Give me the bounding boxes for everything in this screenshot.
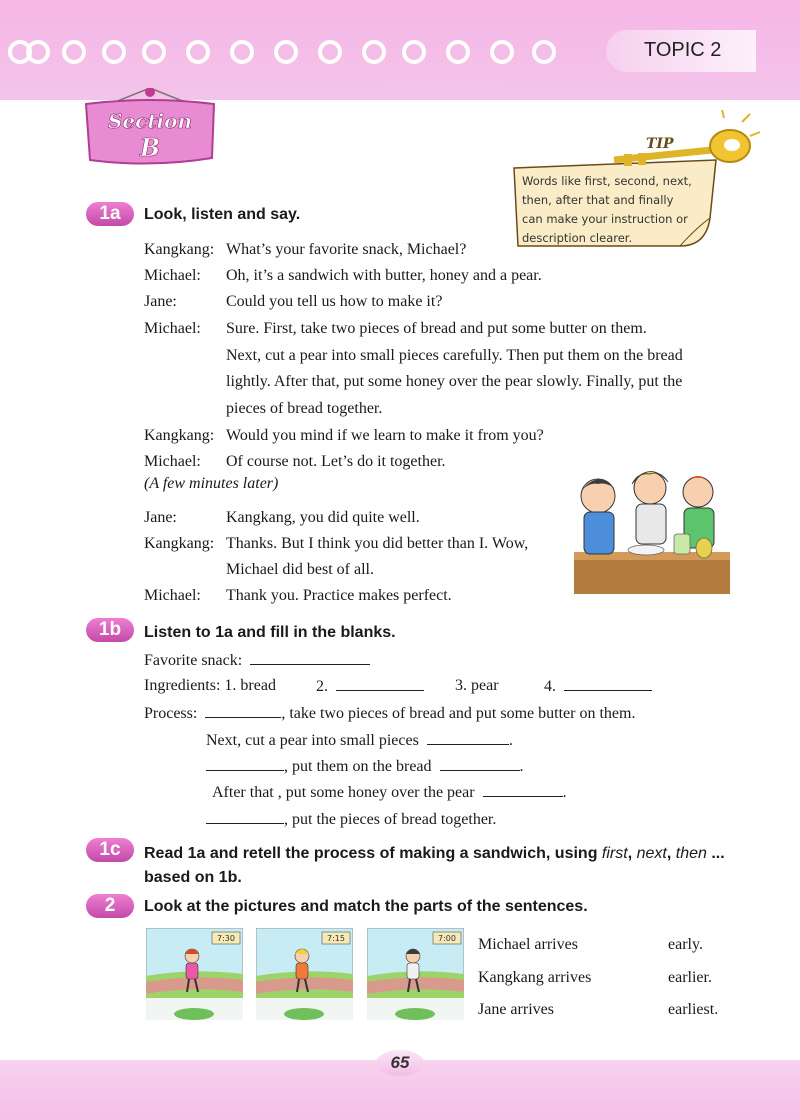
blank[interactable] [564,676,652,691]
process-text: After that , put some honey over the pear [212,784,475,801]
ring-decoration [532,40,556,64]
tip-line: can make your instruction or [522,212,688,226]
clock-time: 7:00 [438,934,456,943]
comma: , [627,845,633,862]
exercise-1a-marker: 1a [86,202,134,226]
ring-decoration [186,40,210,64]
tip-line: Words like first, second, next, [522,174,692,188]
ring-decoration [142,40,166,64]
top-banner [0,0,800,100]
process-label: Process: [144,705,198,722]
section-sign [80,88,220,170]
match-left-item: Michael arrives [478,936,578,953]
clock-time: 7:15 [327,934,345,943]
clock-time: 7:30 [217,934,235,943]
topic-tab [606,30,756,72]
speaker-name: Kangkang: [144,535,215,552]
keyword-then: then [675,845,707,862]
ring-decoration [230,40,254,64]
exercise-1a-title: Look, listen and say. [144,206,301,223]
process-text: , put them on the bread [284,758,432,775]
match-right-item: earlier. [668,969,712,986]
utterance-line: Thank you. Practice makes perfect. [226,587,452,604]
exercise-1c-marker: 1c [86,838,134,862]
page-number: 65 [376,1050,424,1076]
keyword-next: next [636,845,667,862]
utterance-line: Kangkang, you did quite well. [226,509,420,526]
blank[interactable] [336,676,424,691]
stage-direction: (A few minutes later) [144,475,279,492]
kids-illustration [572,456,732,596]
blank[interactable] [206,809,284,824]
key-icon [612,110,762,170]
ingredient-1: 1. bread [224,677,276,694]
period: . [562,784,567,801]
ring-decoration [490,40,514,64]
ingredients-row [144,676,276,696]
keyword-first: first [601,845,628,862]
match-right-item: earliest. [668,1001,719,1018]
utterance-line: Next, cut a pear into small pieces carefully. Then put them on the bread [226,347,683,364]
ingredients-label: Ingredients: [144,677,221,694]
speaker-name: Michael: [144,587,201,604]
exercise-1b-marker: 1b [86,618,134,642]
tip-badge: TIP [646,136,674,152]
utterance-line: Sure. First, take two pieces of bread and put some butter on them. [226,320,647,337]
speaker-name: Michael: [144,320,201,337]
exercise-1b-title: Listen to 1a and fill in the blanks. [144,624,396,641]
ingredient-2-row [316,676,424,697]
section-letter: B [139,133,161,162]
utterance-line: Of course not. Let’s do it together. [226,453,446,470]
arrival-picture [367,928,464,1020]
speaker-name: Kangkang: [144,241,215,258]
ingredient-2: 2. [316,678,328,695]
ring-decoration [446,40,470,64]
process-row-2 [206,730,513,751]
utterance-line: What’s your favorite snack, Michael? [226,241,467,258]
ring-decoration [26,40,50,64]
process-text: Next, cut a pear into small pieces [206,732,419,749]
speaker-name: Michael: [144,453,201,470]
blank[interactable] [440,756,520,771]
blank[interactable] [206,756,284,771]
favorite-snack-label: Favorite snack: [144,652,243,669]
blank[interactable] [250,650,370,665]
process-row-3 [206,756,524,777]
tip-text [522,172,718,248]
ring-decoration [102,40,126,64]
utterance-line: Thanks. But I think you did better than I. Wow, [226,535,529,552]
exercise-2-marker: 2 [86,894,134,918]
match-left-item: Kangkang arrives [478,969,592,986]
utterance-line: Would you mind if we learn to make it from you? [226,427,544,444]
period: . [508,732,513,749]
tip-line: description clearer. [522,231,633,245]
utterance-line: Michael did best of all. [226,561,374,578]
utterance-line: Oh, it’s a sandwich with butter, honey and a pear. [226,267,542,284]
section-word: Section [107,109,193,133]
blank[interactable] [205,703,281,718]
match-left-item: Jane arrives [478,1001,554,1018]
process-text: , put the pieces of bread together. [284,811,497,828]
blank[interactable] [483,782,563,797]
title-text: Read 1a and retell the process of making a sandwich, using [144,845,598,862]
tip-line: then, after that and finally [522,193,674,207]
process-text: , take two pieces of bread and put some butter on them. [281,705,636,722]
exercise-2-title: Look at the pictures and match the parts of the sentences. [144,898,588,915]
ingredient-4-row [544,676,652,697]
speaker-name: Michael: [144,267,201,284]
arrival-picture [146,928,243,1020]
exercise-1c-title [144,842,734,890]
ring-decoration [362,40,386,64]
ring-decoration [318,40,342,64]
utterance-line: lightly. After that, put some honey over the pear slowly. Finally, put the [226,373,683,390]
speaker-name: Jane: [144,293,177,310]
match-right-item: early. [668,936,703,953]
ring-decoration [62,40,86,64]
ingredient-3: 3. pear [455,677,499,694]
utterance-line: pieces of bread together. [226,400,383,417]
comma: , [666,845,672,862]
ingredient-4: 4. [544,678,556,695]
process-row-5 [206,809,496,830]
speaker-name: Kangkang: [144,427,215,444]
title-text: ... based on 1b. [144,845,725,886]
process-row-4 [212,782,567,803]
process-row-1 [144,703,635,724]
favorite-snack-row [144,650,370,671]
arrival-picture [256,928,353,1020]
period: . [519,758,524,775]
topic-label: TOPIC 2 [644,39,722,61]
blank[interactable] [427,730,509,745]
ring-decoration [274,40,298,64]
utterance-line: Could you tell us how to make it? [226,293,443,310]
ring-decoration [402,40,426,64]
speaker-name: Jane: [144,509,177,526]
